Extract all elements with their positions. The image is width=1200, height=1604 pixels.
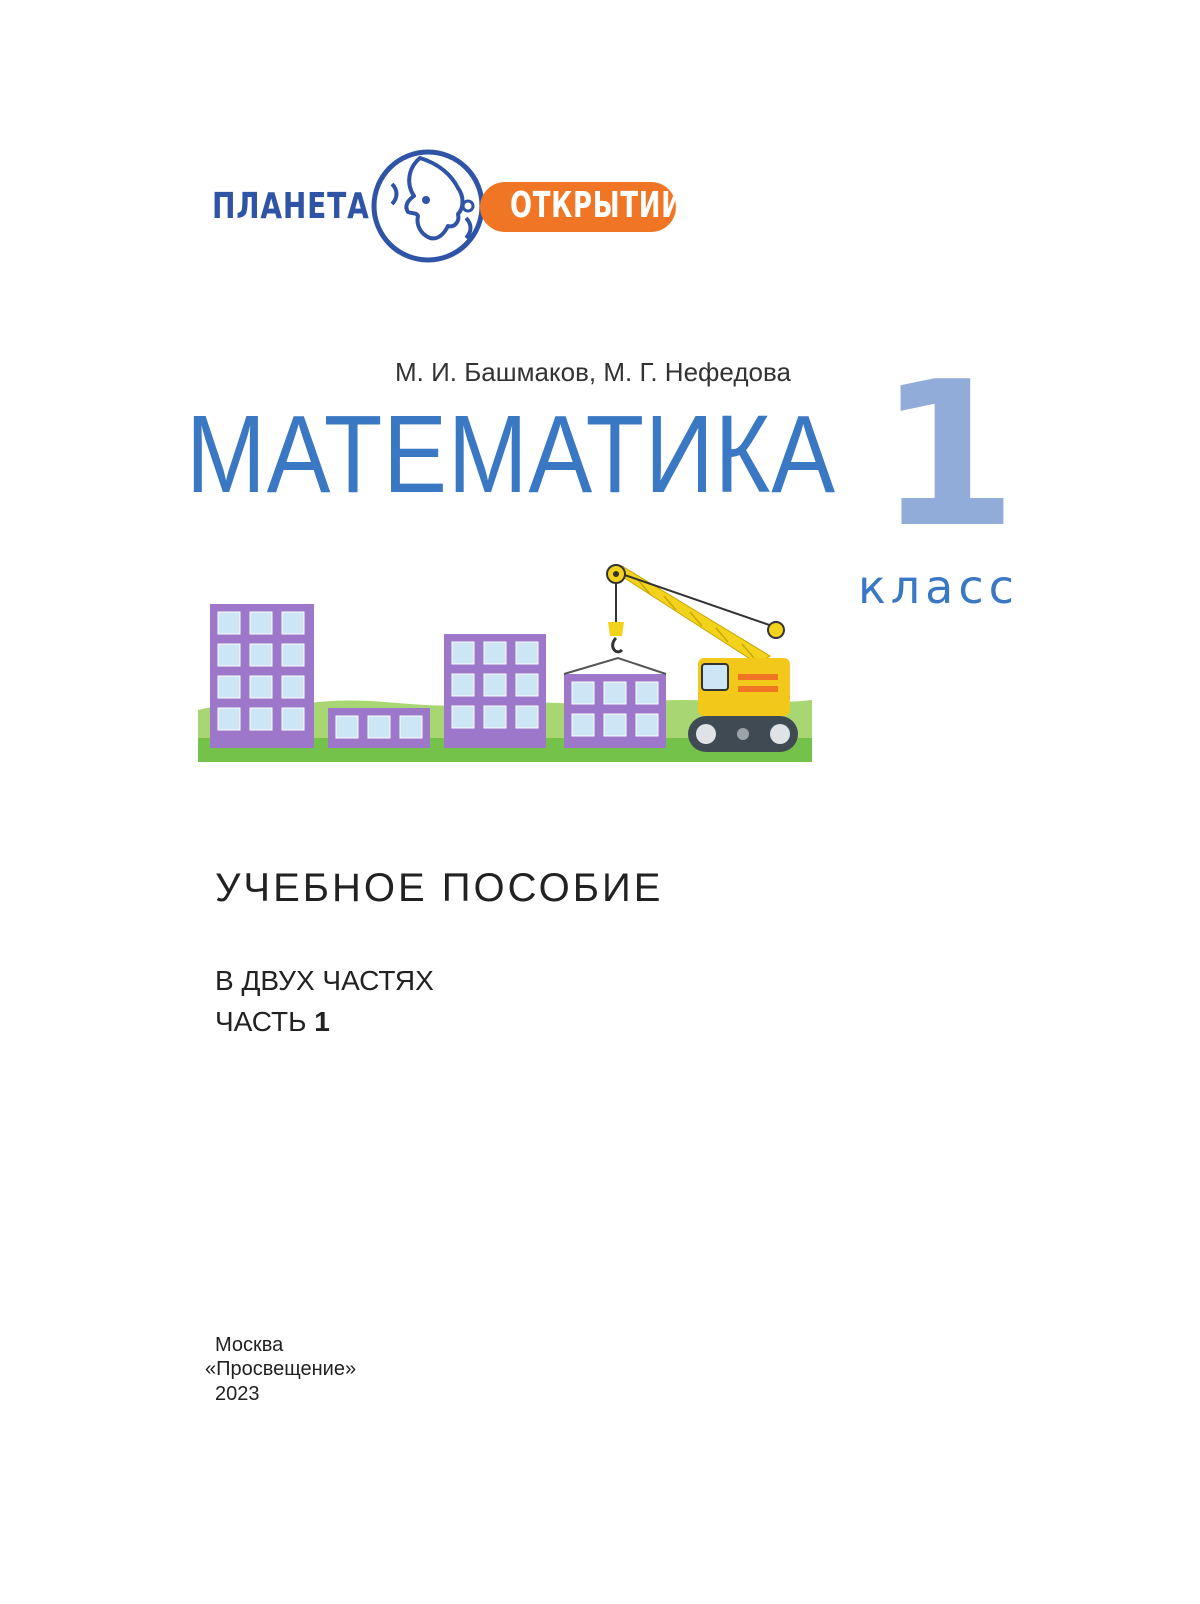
logo-left-text: ПЛАНЕТА: [212, 186, 370, 227]
imprint-year: 2023: [215, 1383, 260, 1405]
imprint-publisher: «Просвещение»: [205, 1358, 357, 1380]
imprint-city: Москва: [215, 1334, 284, 1356]
logo-right-text: ОТКРЫТИЙ: [510, 185, 684, 226]
grade-number: 1: [878, 339, 1018, 572]
grade-word: класс: [858, 560, 1019, 614]
book-title: МАТЕМАТИКА: [186, 393, 836, 516]
authors: М. И. Башмаков, М. Г. Нефедова: [395, 357, 791, 387]
publisher-series-logo: [212, 148, 682, 268]
globe-face-icon: [368, 148, 492, 268]
part-number: 1: [314, 1006, 330, 1037]
building-icon: [328, 708, 430, 748]
part-line: [215, 1006, 330, 1038]
parts-note: В ДВУХ ЧАСТЯХ: [215, 965, 434, 996]
construction-illustration: [198, 540, 812, 762]
building-icon: [210, 604, 314, 748]
logo-orange-pill: [480, 182, 684, 232]
building-icon: [444, 634, 546, 748]
book-subtitle: УЧЕБНОЕ ПОСОБИЕ: [215, 866, 664, 910]
part-label: ЧАСТЬ: [215, 1006, 307, 1037]
